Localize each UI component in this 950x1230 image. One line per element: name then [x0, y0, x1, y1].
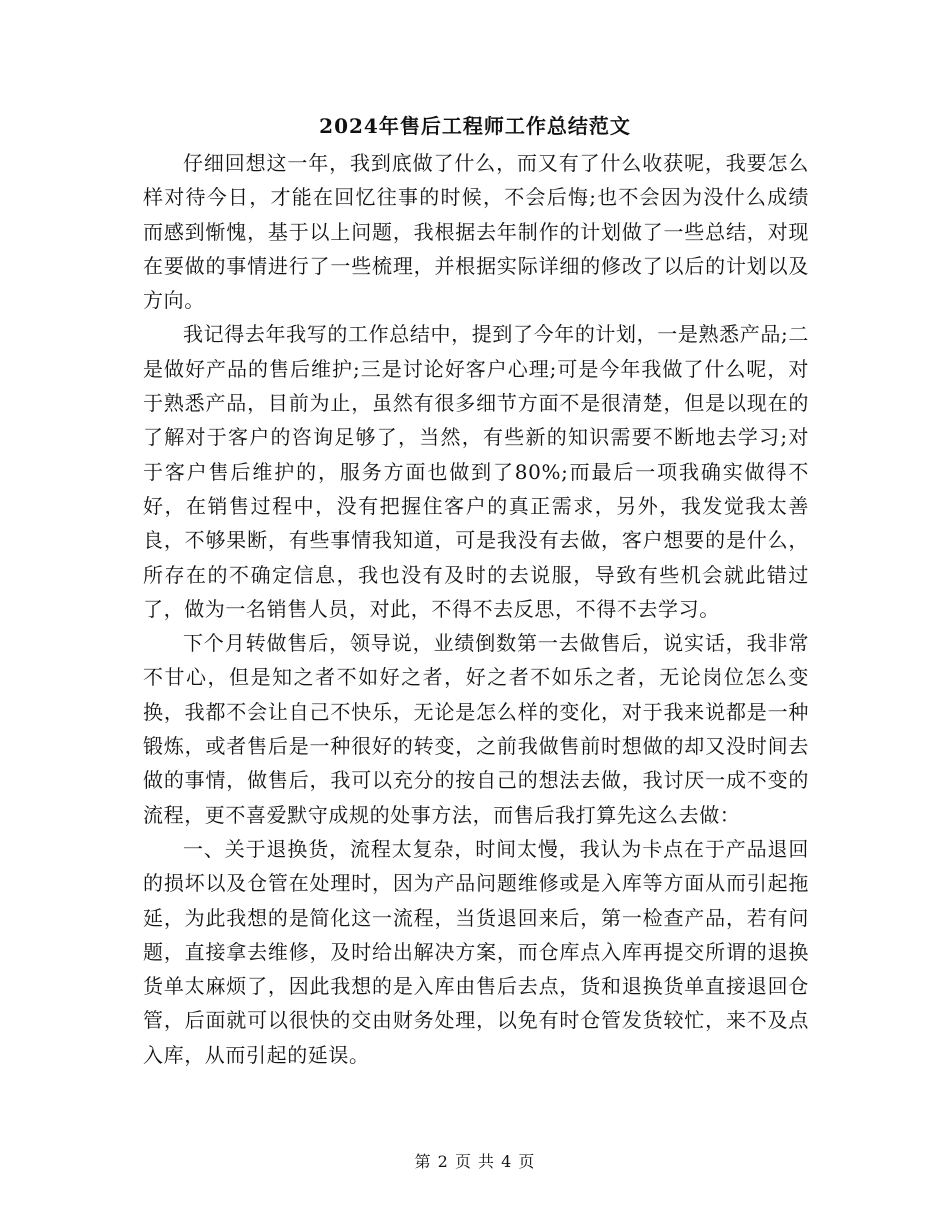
paragraph-2: 我记得去年我写的工作总结中，提到了今年的计划，一是熟悉产品;二是做好产品的售后维护;三是讨论好客户心理;可是今年我做了什么呢，对于熟悉产品，目前为止，虽然有很多细节方面不是很清楚，但是以现在的了解对于客户的咨询足够了，当然，有些新的知识需要不断地去学习;对于客户售后维护的，服务方面也做到了80%;而最后一项我确实做得不好，在销售过程中，没有把握住客户的真正需求，另外，我发觉我太善良，不够果断，有些事情我知道，可是我没有去做，客户想要的是什么，所存在的不确定信息，我也没有及时的去说服，导致有些机会就此错过了，做为一名销售人员，对此，不得不去反思，不得不去学习。 — [143, 322, 809, 621]
paragraph-4: 一、关于退换货，流程太复杂，时间太慢，我认为卡点在于产品退回的损坏以及仓管在处理时，因为产品问题维修或是入库等方面从而引起拖延，为此我想的是简化这一流程，当货退回来后，第一检查产品，若有问题，直接拿去维修，及时给出解决方案，而仓库点入库再提交所谓的退换货单太麻烦了，因此我想的是入库由售后去点，货和退换货单直接退回仓管，后面就可以很快的交由财务处理，以免有时仓管发货较忙，来不及点入库，从而引起的延误。 — [143, 836, 809, 1067]
paragraph-3: 下个月转做售后，领导说，业绩倒数第一去做售后，说实话，我非常不甘心，但是知之者不如好之者，好之者不如乐之者，无论岗位怎么变换，我都不会让自己不快乐，无论是怎么样的变化，对于我来说都是一种锻炼，或者售后是一种很好的转变，之前我做售前时想做的却又没时间去做的事情，做售后，我可以充分的按自己的想法去做，我讨厌一成不变的流程，更不喜爱默守成规的处事方法，而售后我打算先这么去做： — [143, 631, 809, 827]
paragraph-1: 仔细回想这一年，我到底做了什么，而又有了什么收获呢，我要怎么样对待今日，才能在回忆往事的时候，不会后悔;也不会因为没什么成绩而感到惭愧，基于以上问题，我根据去年制作的计划做了一些总结，对现在要做的事情进行了一些梳理，并根据实际详细的修改了以后的计划以及方向。 — [143, 151, 809, 313]
document-body — [143, 146, 809, 1072]
document-title: 2024年售后工程师工作总结范文 — [319, 114, 631, 138]
page-footer: 第 2 页 共 4 页 — [414, 1152, 536, 1171]
